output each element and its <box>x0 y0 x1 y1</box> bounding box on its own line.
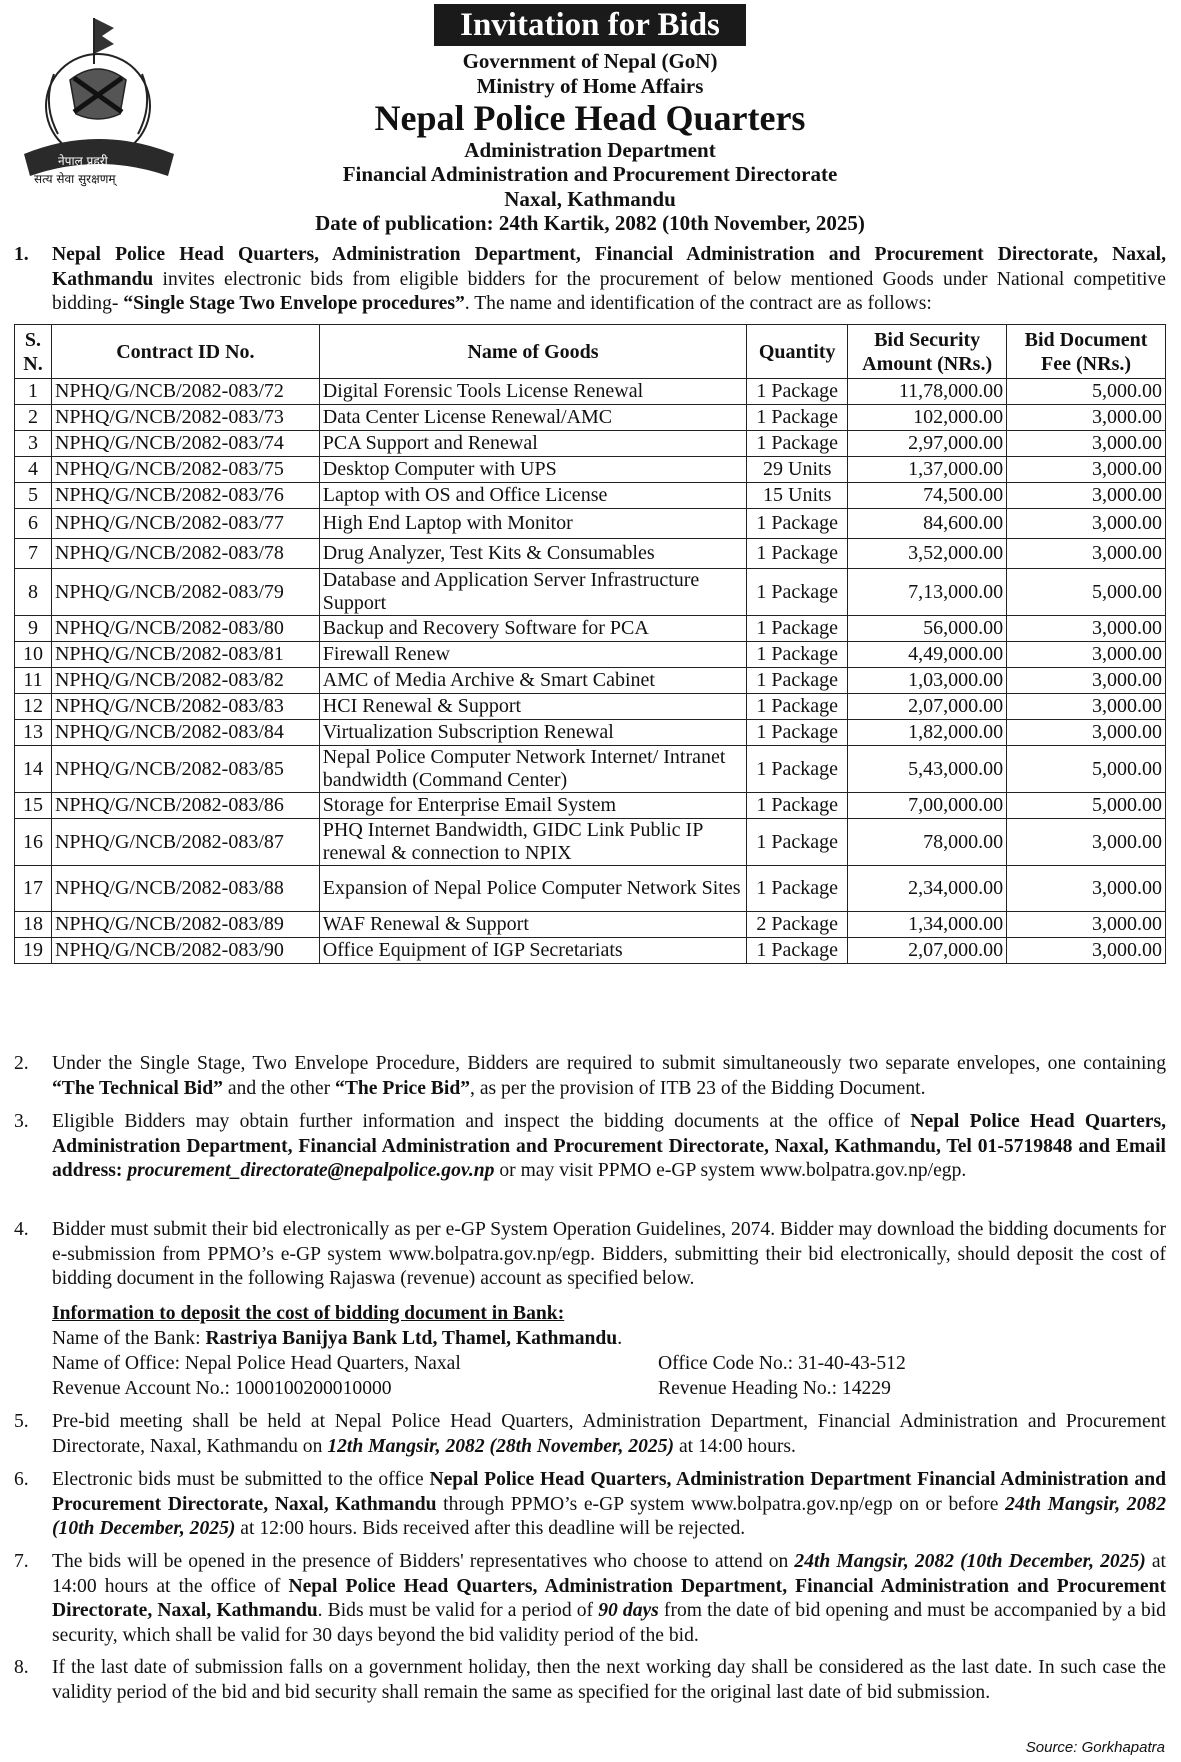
paragraph-text: , as per the provision of ITB 23 of the Bidding Document. <box>470 1077 926 1099</box>
table-row <box>15 509 1166 539</box>
goods-name-cell: WAF Renewal & Support <box>319 912 746 938</box>
quantity-cell: 1 Package <box>747 668 848 694</box>
serial-cell: 5 <box>15 483 52 509</box>
document-fee-cell: 5,000.00 <box>1007 569 1166 616</box>
table-row <box>15 405 1166 431</box>
paragraph-text: The bids will be opened in the presence of Bidders' representatives who choose to attend on <box>52 1551 795 1572</box>
table-row <box>15 866 1166 912</box>
goods-name-cell: High End Laptop with Monitor <box>319 509 746 539</box>
header-organization: Nepal Police Head Quarters <box>374 98 806 138</box>
table-row <box>15 912 1166 938</box>
contract-id-cell: NPHQ/G/NCB/2082-083/90 <box>51 938 319 964</box>
document-fee-cell: 3,000.00 <box>1007 457 1166 483</box>
bank-name-line <box>52 1327 622 1352</box>
paragraph-text: invites electronic bids from eligible bidders for the procurement of below mentioned Goods under National competitive bidding- <box>52 268 1166 315</box>
serial-cell: 18 <box>15 912 52 938</box>
contract-id-cell: NPHQ/G/NCB/2082-083/80 <box>51 616 319 642</box>
quantity-cell: 1 Package <box>747 379 848 405</box>
goods-name-cell: Firewall Renew <box>319 642 746 668</box>
document-fee-cell: 3,000.00 <box>1007 866 1166 912</box>
paragraph-5 <box>14 1410 1166 1459</box>
bid-security-cell: 102,000.00 <box>848 405 1007 431</box>
document-fee-cell: 3,000.00 <box>1007 912 1166 938</box>
goods-name-cell: Storage for Enterprise Email System <box>319 793 746 819</box>
bank-heading-text: Information to deposit the cost of bidding document in Bank: <box>52 1303 565 1324</box>
document-fee-cell: 5,000.00 <box>1007 379 1166 405</box>
document-fee-cell: 3,000.00 <box>1007 616 1166 642</box>
bid-security-cell: 2,07,000.00 <box>848 694 1007 720</box>
page-title: Invitation for Bids <box>434 4 746 46</box>
contract-id-cell: NPHQ/G/NCB/2082-083/76 <box>51 483 319 509</box>
bid-security-cell: 56,000.00 <box>848 616 1007 642</box>
header-government: Government of Nepal (GoN) <box>462 49 718 73</box>
table-row <box>15 569 1166 616</box>
contract-id-cell: NPHQ/G/NCB/2082-083/86 <box>51 793 319 819</box>
table-row <box>15 457 1166 483</box>
bid-security-cell: 5,43,000.00 <box>848 746 1007 793</box>
paragraph-italic-text: 90 days <box>598 1600 659 1622</box>
paragraph-bold-text: Nepal Police Head Quarters, Administration Department, Financial Administration and Procurement Directorate, Naxal, Kathmandu, Tel 01-5719848 and Email address: <box>52 1111 1166 1182</box>
quantity-cell: 1 Package <box>747 642 848 668</box>
table-header-row <box>15 325 1166 379</box>
paragraph-bold-text: Nepal Police Head Quarters, Administration Department, Financial Administration and Procurement Directorate, Naxal, Kathmandu <box>52 244 1166 290</box>
paragraph-text: and the other <box>222 1077 336 1099</box>
quantity-cell: 1 Package <box>747 405 848 431</box>
quantity-cell: 1 Package <box>747 793 848 819</box>
paragraph-2 <box>14 1052 1166 1101</box>
paragraph-number: 2. <box>14 1053 29 1074</box>
paragraph-number: 5. <box>14 1411 29 1432</box>
serial-cell: 6 <box>15 509 52 539</box>
bid-security-cell: 84,600.00 <box>848 509 1007 539</box>
bid-security-cell: 7,00,000.00 <box>848 793 1007 819</box>
goods-name-cell: Virtualization Subscription Renewal <box>319 720 746 746</box>
contract-id-cell: NPHQ/G/NCB/2082-083/87 <box>51 819 319 866</box>
bid-security-cell: 1,03,000.00 <box>848 668 1007 694</box>
contract-id-cell: NPHQ/G/NCB/2082-083/85 <box>51 746 319 793</box>
bid-security-cell: 11,78,000.00 <box>848 379 1007 405</box>
column-header: Quantity <box>747 325 848 379</box>
goods-name-cell: Office Equipment of IGP Secretariats <box>319 938 746 964</box>
serial-cell: 7 <box>15 539 52 569</box>
table-row <box>15 793 1166 819</box>
document-fee-cell: 3,000.00 <box>1007 431 1166 457</box>
bid-security-cell: 1,37,000.00 <box>848 457 1007 483</box>
paragraph-bold-text: Nepal Police Head Quarters, Administration Department, Financial Administration and Procurement Directorate, Naxal, Kathmandu <box>52 1575 1166 1622</box>
serial-cell: 14 <box>15 746 52 793</box>
paragraph-4 <box>14 1218 1166 1292</box>
paragraph-text: Pre-bid meeting shall be held at Nepal Police Head Quarters, Administration Department, Financial Administration and Procurement Directorate, Naxal, Kathmandu on <box>52 1411 1166 1457</box>
paragraph-3 <box>14 1110 1166 1184</box>
column-header: Name of Goods <box>319 325 746 379</box>
serial-cell: 13 <box>15 720 52 746</box>
paragraph-date-text: 24th Mangsir, 2082 (10th December, 2025) <box>52 1493 1166 1540</box>
quantity-cell: 1 Package <box>747 866 848 912</box>
bid-security-cell: 2,97,000.00 <box>848 431 1007 457</box>
quantity-cell: 15 Units <box>747 483 848 509</box>
paragraph-text: at 14:00 hours at the office of <box>52 1551 1166 1597</box>
paragraph-text: from the date of bid opening and must be accompanied by a bid security, which shall be valid for 30 days beyond the bid validity period of the bid. <box>52 1600 1166 1647</box>
goods-name-cell: HCI Renewal & Support <box>319 694 746 720</box>
bid-security-cell: 2,07,000.00 <box>848 938 1007 964</box>
contract-id-cell: NPHQ/G/NCB/2082-083/79 <box>51 569 319 616</box>
table-row <box>15 746 1166 793</box>
contract-id-cell: NPHQ/G/NCB/2082-083/77 <box>51 509 319 539</box>
quantity-cell: 2 Package <box>747 912 848 938</box>
paragraph-text: If the last date of submission falls on a government holiday, then the next working day shall be considered as the last date. In such case the validity period of the bid and bid security shall remain the same as specified for the original last date of bid submission. <box>52 1657 1166 1703</box>
serial-cell: 9 <box>15 616 52 642</box>
quantity-cell: 1 Package <box>747 616 848 642</box>
bid-security-cell: 78,000.00 <box>848 819 1007 866</box>
paragraph-bold-text: “The Technical Bid” <box>52 1077 223 1099</box>
goods-name-cell: PCA Support and Renewal <box>319 431 746 457</box>
document-fee-cell: 3,000.00 <box>1007 720 1166 746</box>
header-directorate: Financial Administration and Procurement Directorate <box>342 162 838 186</box>
document-fee-cell: 3,000.00 <box>1007 938 1166 964</box>
quantity-cell: 1 Package <box>747 431 848 457</box>
paragraph-bold-text: “Single Stage Two Envelope procedures” <box>123 293 465 315</box>
document-fee-cell: 3,000.00 <box>1007 509 1166 539</box>
table-row <box>15 616 1166 642</box>
paragraph-text: . Bids must be valid for a period of <box>317 1600 599 1622</box>
serial-cell: 11 <box>15 668 52 694</box>
header-address: Naxal, Kathmandu <box>504 187 676 211</box>
paragraph-number: 1. <box>14 244 29 265</box>
paragraph-text: Bidder must submit their bid electronically as per e-GP System Operation Guidelines, 2074. Bidder may download the bidding documents for e-submission from PPMO’s e-GP system www.bolpatra.gov.np/egp. Bidders, submitting their bid electronically, should deposit the cost of bidding document in the following Rajaswa (revenue) account as specified below. <box>52 1219 1166 1290</box>
table-row <box>15 720 1166 746</box>
bid-security-cell: 3,52,000.00 <box>848 539 1007 569</box>
paragraph-text: through PPMO’s e-GP system www.bolpatra.gov.np/egp on or before <box>436 1493 1006 1515</box>
quantity-cell: 1 Package <box>747 938 848 964</box>
quantity-cell: 1 Package <box>747 720 848 746</box>
document-fee-cell: 5,000.00 <box>1007 746 1166 793</box>
bid-security-cell: 1,34,000.00 <box>848 912 1007 938</box>
document-fee-cell: 3,000.00 <box>1007 483 1166 509</box>
goods-name-cell: Digital Forensic Tools License Renewal <box>319 379 746 405</box>
goods-name-cell: Desktop Computer with UPS <box>319 457 746 483</box>
paragraph-7 <box>14 1550 1166 1649</box>
paragraph-text: at 14:00 hours. <box>674 1435 796 1457</box>
goods-name-cell: Laptop with OS and Office License <box>319 483 746 509</box>
goods-name-cell: Data Center License Renewal/AMC <box>319 405 746 431</box>
contract-id-cell: NPHQ/G/NCB/2082-083/74 <box>51 431 319 457</box>
table-row <box>15 379 1166 405</box>
goods-name-cell: Backup and Recovery Software for PCA <box>319 616 746 642</box>
bid-security-cell: 2,34,000.00 <box>848 866 1007 912</box>
paragraph-bold-text: “The Price Bid” <box>335 1077 471 1099</box>
contract-id-cell: NPHQ/G/NCB/2082-083/75 <box>51 457 319 483</box>
contract-id-cell: NPHQ/G/NCB/2082-083/73 <box>51 405 319 431</box>
quantity-cell: 1 Package <box>747 694 848 720</box>
serial-cell: 2 <box>15 405 52 431</box>
serial-cell: 19 <box>15 938 52 964</box>
contract-id-cell: NPHQ/G/NCB/2082-083/82 <box>51 668 319 694</box>
serial-cell: 1 <box>15 379 52 405</box>
bank-name-value: Rastriya Banijya Bank Ltd, Thamel, Kathmandu <box>205 1328 618 1349</box>
document-fee-cell: 3,000.00 <box>1007 539 1166 569</box>
table-row <box>15 431 1166 457</box>
table-row <box>15 642 1166 668</box>
paragraph-text: or may visit PPMO e-GP system www.bolpatra.gov.np/egp. <box>494 1160 967 1182</box>
contract-id-cell: NPHQ/G/NCB/2082-083/83 <box>51 694 319 720</box>
paragraph-number: 4. <box>14 1219 29 1240</box>
bank-name-label: Name of the Bank: <box>52 1328 206 1349</box>
goods-name-cell: Nepal Police Computer Network Internet/ Intranet bandwidth (Command Center) <box>319 746 746 793</box>
paragraph-text: Electronic bids must be submitted to the office <box>52 1469 430 1490</box>
paragraph-date-text: 24th Mangsir, 2082 (10th December, 2025) <box>794 1551 1146 1572</box>
goods-name-cell: PHQ Internet Bandwidth, GIDC Link Public IP renewal & connection to NPIX <box>319 819 746 866</box>
quantity-cell: 1 Package <box>747 509 848 539</box>
goods-name-cell: Database and Application Server Infrastructure Support <box>319 569 746 616</box>
serial-cell: 12 <box>15 694 52 720</box>
column-header: Contract ID No. <box>51 325 319 379</box>
quantity-cell: 1 Package <box>747 819 848 866</box>
bank-name-end: . <box>617 1328 623 1349</box>
contract-id-cell: NPHQ/G/NCB/2082-083/89 <box>51 912 319 938</box>
table-row <box>15 539 1166 569</box>
goods-name-cell: AMC of Media Archive & Smart Cabinet <box>319 668 746 694</box>
quantity-cell: 1 Package <box>747 569 848 616</box>
paragraph-number: 3. <box>14 1111 29 1132</box>
contract-id-cell: NPHQ/G/NCB/2082-083/88 <box>51 866 319 912</box>
serial-cell: 15 <box>15 793 52 819</box>
bid-security-cell: 7,13,000.00 <box>848 569 1007 616</box>
paragraph-text: at 12:00 hours. Bids received after this deadline will be rejected. <box>235 1518 746 1540</box>
email-link[interactable]: procurement_directorate@nepalpolice.gov.np <box>127 1160 495 1182</box>
goods-name-cell: Expansion of Nepal Police Computer Network Sites <box>319 866 746 912</box>
bid-security-cell: 1,82,000.00 <box>848 720 1007 746</box>
document-fee-cell: 3,000.00 <box>1007 819 1166 866</box>
quantity-cell: 29 Units <box>747 457 848 483</box>
paragraph-number: 8. <box>14 1657 29 1678</box>
office-code: Office Code No.: 31-40-43-512 <box>658 1353 906 1374</box>
column-header: Bid Document Fee (NRs.) <box>1007 325 1166 379</box>
paragraph-bold-text: Nepal Police Head Quarters, Administration Department Financial Administration and Procurement Directorate, Naxal, Kathmandu <box>52 1469 1166 1515</box>
table-row <box>15 668 1166 694</box>
emblem-text-top: नेपाल प्रहरी <box>58 154 108 168</box>
document-fee-cell: 3,000.00 <box>1007 642 1166 668</box>
bid-security-cell: 74,500.00 <box>848 483 1007 509</box>
quantity-cell: 1 Package <box>747 539 848 569</box>
document-fee-cell: 3,000.00 <box>1007 694 1166 720</box>
contract-id-cell: NPHQ/G/NCB/2082-083/81 <box>51 642 319 668</box>
column-header: S. N. <box>15 325 52 379</box>
header-department: Administration Department <box>464 138 716 162</box>
serial-cell: 3 <box>15 431 52 457</box>
document-fee-cell: 3,000.00 <box>1007 405 1166 431</box>
emblem-text-bottom: सत्य सेवा सुरक्षणम् <box>34 172 116 186</box>
header-publication-date: Date of publication: 24th Kartik, 2082 (10th November, 2025) <box>315 211 865 235</box>
quantity-cell: 1 Package <box>747 746 848 793</box>
paragraph-text: . The name and identification of the contract are as follows: <box>464 293 932 315</box>
paragraph-1 <box>14 243 1166 317</box>
paragraph-text: Under the Single Stage, Two Envelope Procedure, Bidders are required to submit simultaneously two separate envelopes, one containing <box>52 1053 1166 1074</box>
paragraph-number: 6. <box>14 1469 29 1490</box>
bank-info-heading <box>52 1302 564 1327</box>
source-credit: Source: Gorkhapatra <box>1025 1739 1165 1756</box>
table-row <box>15 483 1166 509</box>
serial-cell: 8 <box>15 569 52 616</box>
office-name: Name of Office: Nepal Police Head Quarters, Naxal <box>52 1353 461 1374</box>
contract-id-cell: NPHQ/G/NCB/2082-083/84 <box>51 720 319 746</box>
bid-security-cell: 4,49,000.00 <box>848 642 1007 668</box>
serial-cell: 17 <box>15 866 52 912</box>
serial-cell: 4 <box>15 457 52 483</box>
contract-id-cell: NPHQ/G/NCB/2082-083/72 <box>51 379 319 405</box>
table-row <box>15 819 1166 866</box>
document-fee-cell: 3,000.00 <box>1007 668 1166 694</box>
revenue-account: Revenue Account No.: 1000100200010000 <box>52 1378 392 1399</box>
document-fee-cell: 5,000.00 <box>1007 793 1166 819</box>
paragraph-number: 7. <box>14 1551 29 1572</box>
header-ministry: Ministry of Home Affairs <box>476 74 704 98</box>
paragraph-text: Eligible Bidders may obtain further information and inspect the bidding documents at the office of <box>52 1111 911 1132</box>
contract-id-cell: NPHQ/G/NCB/2082-083/78 <box>51 539 319 569</box>
revenue-heading: Revenue Heading No.: 14229 <box>658 1378 891 1399</box>
paragraph-6 <box>14 1468 1166 1542</box>
table-row <box>15 694 1166 720</box>
paragraph-date-text: 12th Mangsir, 2082 (28th November, 2025) <box>327 1435 675 1457</box>
column-header: Bid Security Amount (NRs.) <box>848 325 1007 379</box>
goods-name-cell: Drug Analyzer, Test Kits & Consumables <box>319 539 746 569</box>
serial-cell: 16 <box>15 819 52 866</box>
contracts-table <box>14 324 1166 964</box>
paragraph-8 <box>14 1656 1166 1705</box>
serial-cell: 10 <box>15 642 52 668</box>
table-row <box>15 938 1166 964</box>
